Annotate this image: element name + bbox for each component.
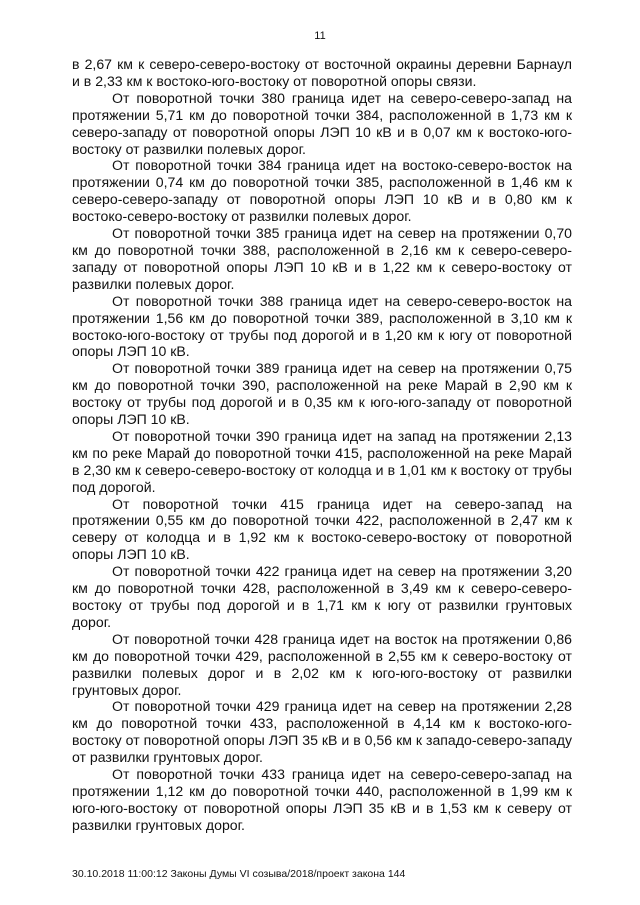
paragraph: От поворотной точки 433 граница идет на северо-северо-запад на протяжении 1,12 км до поворотной точки 440, расположенной в 1,99 км к юго-юго-востоку от поворотной опоры ЛЭП 35 кВ и в 1,53 км к северу от развилки грунтовых дорог.	[72, 766, 572, 833]
paragraph: в 2,67 км к северо-северо-востоку от восточной окраины деревни Барнаул и в 2,33 км к востоко-юго-востоку от поворотной опоры связи.	[72, 56, 572, 89]
paragraph: От поворотной точки 429 граница идет на север на протяжении 2,28 км до поворотной точки 433, расположенной в 4,14 км к востоко-юго-востоку от поворотной опоры ЛЭП 35 кВ и в 0,56 км к западо-северо-западу от развилки грунтовых дорог.	[72, 698, 572, 766]
paragraph: От поворотной точки 428 граница идет на восток на протяжении 0,86 км до поворотной точки 429, расположенной в 2,55 км к северо-востоку от развилки полевых дорог и в 2,02 км к юго-юго-востоку от развилки грунтовых дорог.	[72, 630, 572, 698]
paragraph: От поворотной точки 388 граница идет на северо-северо-восток на протяжении 1,56 км до поворотной точки 389, расположенной в 3,10 км к востоко-юго-востоку от трубы под дорогой и в 1,20 км к югу от поворотной опоры ЛЭП 10 кВ.	[72, 292, 572, 360]
paragraph: От поворотной точки 390 граница идет на запад на протяжении 2,13 км по реке Марай до поворотной точки 415, расположенной на реке Марай в 2,30 км к северо-северо-востоку от колодца и в 1,01 км к востоку от трубы под дорогой.	[72, 427, 572, 495]
document-body	[72, 56, 572, 834]
page-number: 11	[314, 30, 326, 42]
paragraph: От поворотной точки 389 граница идет на север на протяжении 0,75 км до поворотной точки 390, расположенной на реке Марай в 2,90 км к востоку от трубы под дорогой и в 0,35 км к юго-юго-западу от поворотной опоры ЛЭП 10 кВ.	[72, 360, 572, 428]
paragraph: От поворотной точки 422 граница идет на север на протяжении 3,20 км до поворотной точки 428, расположенной в 3,49 км к северо-северо-востоку от трубы под дорогой и в 1,71 км к югу от развилки грунтовых дорог.	[72, 563, 572, 630]
paragraph: От поворотной точки 415 граница идет на северо-запад на протяжении 0,55 км до поворотной точки 422, расположенной в 2,47 км к северу от колодца и в 1,92 км к востоко-северо-востоку от поворотной опоры ЛЭП 10 кВ.	[72, 495, 572, 563]
paragraph: От поворотной точки 385 граница идет на север на протяжении 0,70 км до поворотной точки 388, расположенной в 2,16 км к северо-северо-западу от поворотной опоры ЛЭП 10 кВ и в 1,22 км к северо-востоку от развилки полевых дорог.	[72, 225, 572, 292]
page-footer: 30.10.2018 11:00:12 Законы Думы VI созыва/2018/проект закона 144	[72, 868, 406, 880]
paragraph: От поворотной точки 380 граница идет на северо-северо-запад на протяжении 5,71 км до поворотной точки 384, расположенной в 1,73 км к северо-западу от поворотной опоры ЛЭП 10 кВ и в 0,07 км к востоко-юго-востоку от развилки полевых дорог.	[72, 89, 572, 157]
paragraph: От поворотной точки 384 граница идет на востоко-северо-восток на протяжении 0,74 км до поворотной точки 385, расположенной в 1,46 км к северо-северо-западу от поворотной опоры ЛЭП 10 кВ и в 0,80 км к востоко-северо-востоку от развилки полевых дорог.	[72, 157, 572, 225]
